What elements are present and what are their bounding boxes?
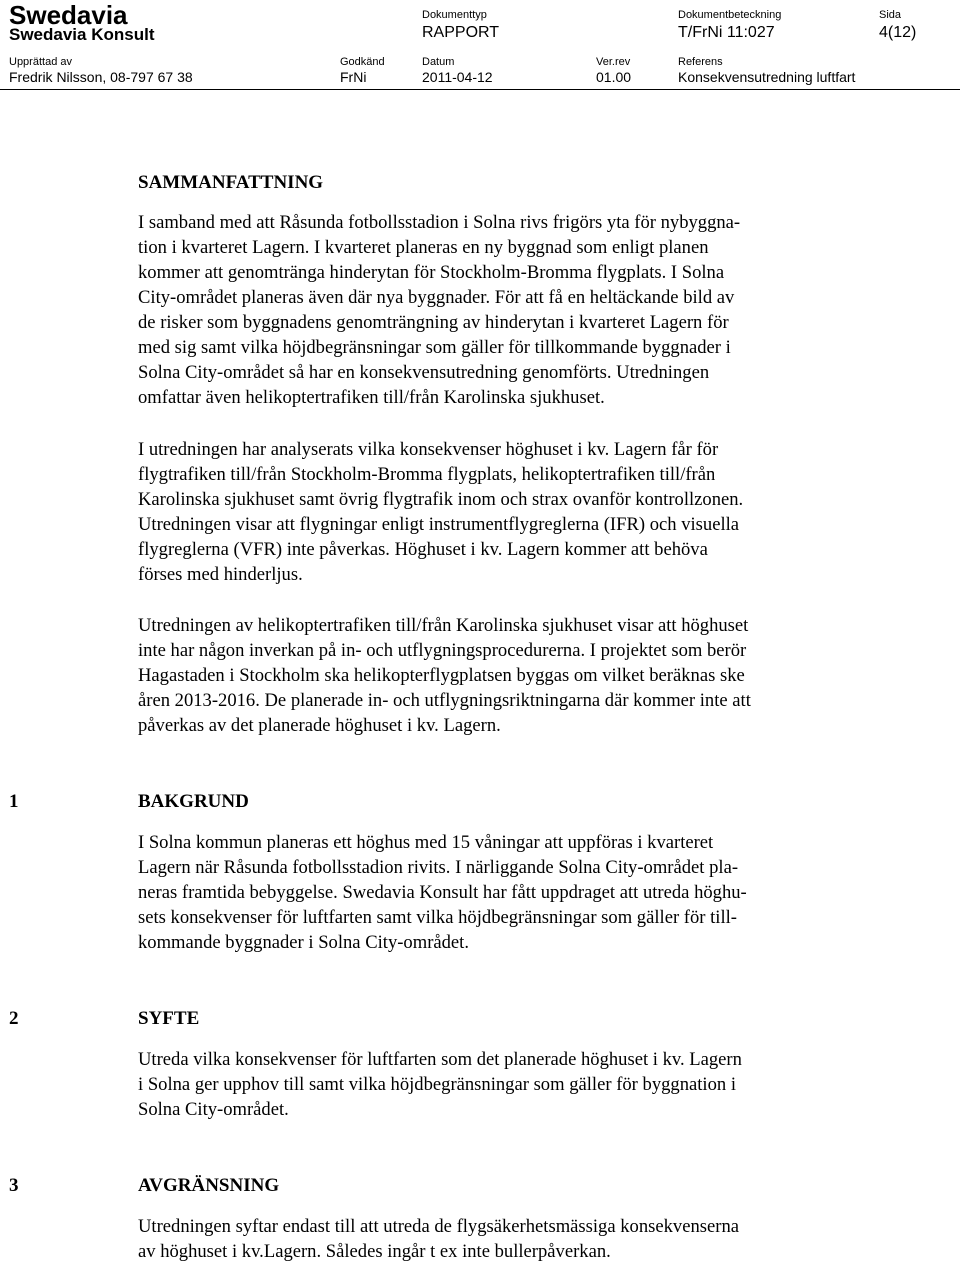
text-line: de risker som byggnadens genomträngning av hinderytan i kvarteret Lagern för (138, 312, 729, 333)
text-line: sets konsekvenser för luftfarten samt vilka höjdbegränsningar som gäller för till- (138, 907, 737, 928)
date-value: 2011-04-12 (422, 69, 493, 85)
text-line: flygreglerna (VFR) inte påverkas. Höghuset i kv. Lagern kommer att behöva (138, 539, 708, 560)
section-number: 1 (9, 791, 19, 812)
text-line: förses med hinderljus. (138, 564, 303, 585)
section-heading-syfte: SYFTE (138, 1008, 200, 1029)
section-number: 3 (9, 1175, 19, 1196)
approved-value: FrNi (340, 69, 367, 85)
text-line: omfattar även helikoptertrafiken till/från Karolinska sjukhuset. (138, 387, 605, 408)
section-body-bakgrund (138, 830, 863, 955)
date-label: Datum (422, 56, 455, 68)
text-line: neras framtida bebyggelse. Swedavia Konsult har fått uppdraget att utreda höghu- (138, 882, 747, 903)
summary-paragraph-3 (138, 613, 863, 738)
section-number: 2 (9, 1008, 19, 1029)
text-line: Lagern när Råsunda fotbollsstadion rivits. I närliggande Solna City-området pla- (138, 857, 739, 878)
text-line: City-området planeras även där nya byggnader. För att få en heltäckande bild av (138, 287, 735, 308)
text-line: flygtrafiken till/från Stockholm-Bromma flygplats, helikoptertrafiken till/från (138, 464, 716, 485)
company-subname: Swedavia Konsult (9, 25, 155, 44)
summary-paragraph-1 (138, 210, 863, 410)
author-value: Fredrik Nilsson, 08-797 67 38 (9, 69, 193, 85)
revision-value: 01.00 (596, 69, 632, 85)
text-line: av höghuset i kv.Lagern. Således ingår t ex inte bullerpåverkan. (138, 1241, 611, 1262)
text-line: I samband med att Råsunda fotbollsstadion i Solna rivs frigörs yta för nybyggna- (138, 212, 741, 233)
summary-heading: SAMMANFATTNING (138, 172, 324, 193)
reference-label: Referens (678, 56, 723, 68)
text-line: I utredningen har analyserats vilka konsekvenser höghuset i kv. Lagern får för (138, 439, 719, 460)
text-line: Solna City-området så har en konsekvensutredning genomförts. Utredningen (138, 362, 710, 383)
author-label: Upprättad av (9, 56, 72, 68)
text-line: med sig samt vilka höjdbegränsningar som gäller för tillkommande byggnader i (138, 337, 731, 358)
section-body-syfte (138, 1047, 863, 1122)
text-line: Utredningen syftar endast till att utreda de flygsäkerhetsmässiga konsekvenserna (138, 1216, 740, 1237)
section-heading-avgransning: AVGRÄNSNING (138, 1175, 280, 1196)
doc-type-label: Dokumenttyp (422, 9, 487, 21)
company-logo-text: Swedavia (9, 0, 128, 30)
text-line: tion i kvarteret Lagern. I kvarteret planeras en ny byggnad som enligt planen (138, 237, 709, 258)
text-line: Solna City-området. (138, 1099, 289, 1120)
text-line: kommande byggnader i Solna City-området. (138, 932, 470, 953)
text-line: Hagastaden i Stockholm ska helikopterflygplatsen byggas om vilket beräknas ske (138, 665, 745, 686)
doc-type-value: RAPPORT (422, 24, 500, 41)
header-divider (0, 89, 960, 90)
text-line: i Solna ger upphov till samt vilka höjdbegränsningar som gäller för byggnation i (138, 1074, 736, 1095)
text-line: Utredningen av helikoptertrafiken till/från Karolinska sjukhuset visar att höghuset (138, 615, 749, 636)
text-line: åren 2013-2016. De planerade in- och utflygningsriktningarna där kommer inte att (138, 690, 751, 711)
text-line: påverkas av det planerade höghuset i kv. Lagern. (138, 715, 501, 736)
approved-label: Godkänd (340, 56, 385, 68)
page-number: 4(12) (879, 24, 917, 41)
reference-value: Konsekvensutredning luftfart (678, 69, 856, 85)
text-line: kommer att genomtränga hinderytan för Stockholm-Bromma flygplats. I Solna (138, 262, 725, 283)
text-line: I Solna kommun planeras ett höghus med 15 våningar att uppföras i kvarteret (138, 832, 714, 853)
doc-id-label: Dokumentbeteckning (678, 9, 782, 21)
text-line: Utredningen visar att flygningar enligt instrumentflygreglerna (IFR) och visuella (138, 514, 740, 535)
summary-paragraph-2 (138, 437, 863, 587)
revision-label: Ver.rev (596, 56, 631, 68)
doc-id-value: T/FrNi 11:027 (678, 24, 775, 41)
page-label: Sida (879, 9, 902, 21)
text-line: Utreda vilka konsekvenser för luftfarten som det planerade höghuset i kv. Lagern (138, 1049, 742, 1070)
text-line: inte har någon inverkan på in- och utflygningsprocedurerna. I projektet som berör (138, 640, 747, 661)
section-body-avgransning (138, 1214, 863, 1264)
section-heading-bakgrund: BAKGRUND (138, 791, 249, 812)
text-line: Karolinska sjukhuset samt övrig flygtrafik inom och strax ovanför kontrollzonen. (138, 489, 744, 510)
